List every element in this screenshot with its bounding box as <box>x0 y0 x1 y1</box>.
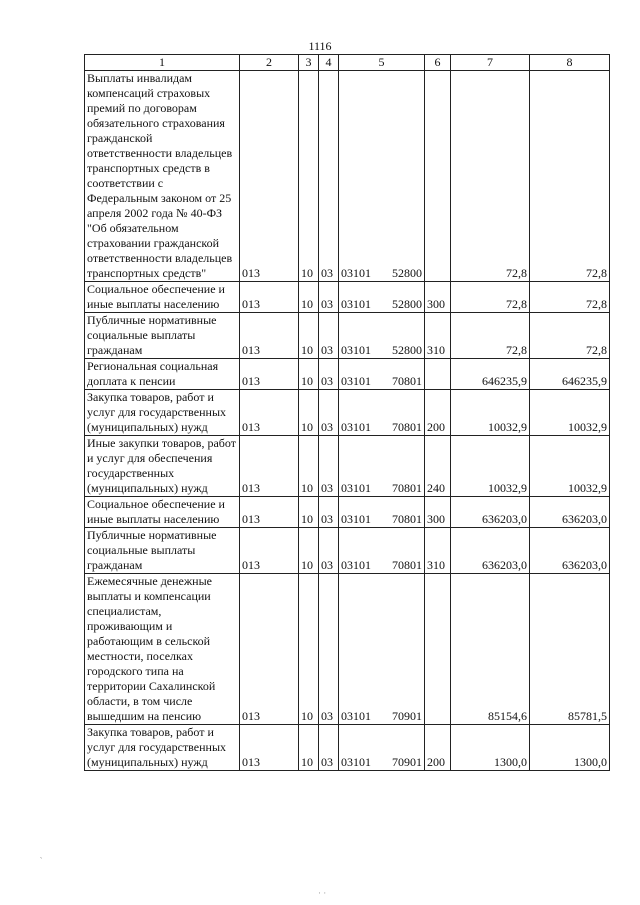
row-subsection: 03 <box>319 528 339 574</box>
row-target-article-part1: 03101 <box>341 512 371 526</box>
col-header-7: 7 <box>451 55 530 71</box>
row-target-article <box>339 574 425 725</box>
row-sum-year1: 72,8 <box>451 313 530 359</box>
row-sum-year2: 10032,9 <box>530 436 610 497</box>
row-target-article-part2: 70801 <box>392 558 422 572</box>
row-grbs: 013 <box>240 390 299 436</box>
table-row <box>85 528 610 574</box>
row-name: Закупка товаров, работ и услуг для государственных (муниципальных) нужд <box>85 390 240 436</box>
table-row <box>85 71 610 282</box>
row-target-article-part2: 70901 <box>392 709 422 723</box>
row-target-article-part2: 70801 <box>392 481 422 495</box>
row-subsection: 03 <box>319 282 339 313</box>
table-row <box>85 497 610 528</box>
row-section: 10 <box>299 71 319 282</box>
row-grbs: 013 <box>240 71 299 282</box>
row-subsection: 03 <box>319 390 339 436</box>
row-target-article <box>339 436 425 497</box>
row-sum-year2: 1300,0 <box>530 725 610 771</box>
table-row <box>85 390 610 436</box>
row-target-article-part1: 03101 <box>341 420 371 434</box>
row-target-article <box>339 390 425 436</box>
col-header-1: 1 <box>85 55 240 71</box>
row-grbs: 013 <box>240 359 299 390</box>
row-sum-year2: 646235,9 <box>530 359 610 390</box>
row-target-article-part1: 03101 <box>341 481 371 495</box>
row-target-article-part1: 03101 <box>341 297 371 311</box>
row-expense-type <box>425 574 451 725</box>
row-target-article-part1: 03101 <box>341 558 371 572</box>
row-expense-type: 310 <box>425 313 451 359</box>
page-number: 1116 <box>308 39 332 53</box>
row-subsection: 03 <box>319 497 339 528</box>
row-section: 10 <box>299 528 319 574</box>
row-grbs: 013 <box>240 725 299 771</box>
col-header-3: 3 <box>299 55 319 71</box>
row-section: 10 <box>299 313 319 359</box>
row-sum-year2: 10032,9 <box>530 390 610 436</box>
row-target-article-part2: 52800 <box>392 297 422 311</box>
row-expense-type: 300 <box>425 497 451 528</box>
col-header-4: 4 <box>319 55 339 71</box>
row-subsection: 03 <box>319 725 339 771</box>
row-target-article-part1: 03101 <box>341 266 371 280</box>
row-expense-type: 300 <box>425 282 451 313</box>
row-expense-type: 310 <box>425 528 451 574</box>
row-name: Закупка товаров, работ и услуг для государственных (муниципальных) нужд <box>85 725 240 771</box>
table-row <box>85 574 610 725</box>
row-grbs: 013 <box>240 282 299 313</box>
row-section: 10 <box>299 497 319 528</box>
row-expense-type: 200 <box>425 725 451 771</box>
row-name: Публичные нормативные социальные выплаты гражданам <box>85 528 240 574</box>
row-sum-year1: 72,8 <box>451 282 530 313</box>
row-subsection: 03 <box>319 71 339 282</box>
row-grbs: 013 <box>240 436 299 497</box>
table-row <box>85 282 610 313</box>
row-target-article-part1: 03101 <box>341 374 371 388</box>
row-section: 10 <box>299 725 319 771</box>
table-row <box>85 725 610 771</box>
row-target-article <box>339 313 425 359</box>
row-sum-year2: 636203,0 <box>530 528 610 574</box>
row-grbs: 013 <box>240 528 299 574</box>
row-name: Публичные нормативные социальные выплаты гражданам <box>85 313 240 359</box>
row-sum-year2: 85781,5 <box>530 574 610 725</box>
row-sum-year1: 636203,0 <box>451 528 530 574</box>
row-grbs: 013 <box>240 313 299 359</box>
row-subsection: 03 <box>319 436 339 497</box>
row-target-article-part1: 03101 <box>341 709 371 723</box>
col-header-6: 6 <box>425 55 451 71</box>
row-name: Социальное обеспечение и иные выплаты населению <box>85 282 240 313</box>
row-target-article-part2: 52800 <box>392 343 422 357</box>
row-grbs: 013 <box>240 574 299 725</box>
row-target-article-part2: 70801 <box>392 420 422 434</box>
row-sum-year1: 10032,9 <box>451 390 530 436</box>
row-target-article <box>339 359 425 390</box>
row-name: Выплаты инвалидам компенсаций страховых премий по договорам обязательного страхования гражданской ответственности владельцев транспортных средств в соответствии с Федеральным законом от 25 апреля 2002 года № 40-ФЗ "Об обязательном страховании гражданской ответственности владельцев транспортных средств" <box>85 71 240 282</box>
row-name: Социальное обеспечение и иные выплаты населению <box>85 497 240 528</box>
row-sum-year2: 72,8 <box>530 313 610 359</box>
row-name: Ежемесячные денежные выплаты и компенсации специалистам, проживающим и работающим в сельской местности, поселках городского типа на территории Сахалинской области, в том числе вышедшим на пенсию <box>85 574 240 725</box>
row-section: 10 <box>299 282 319 313</box>
col-header-5: 5 <box>339 55 425 71</box>
col-header-2: 2 <box>240 55 299 71</box>
row-expense-type: 240 <box>425 436 451 497</box>
row-target-article <box>339 71 425 282</box>
row-sum-year2: 72,8 <box>530 71 610 282</box>
row-sum-year1: 636203,0 <box>451 497 530 528</box>
row-sum-year2: 636203,0 <box>530 497 610 528</box>
row-grbs: 013 <box>240 497 299 528</box>
row-subsection: 03 <box>319 574 339 725</box>
row-target-article-part1: 03101 <box>341 343 371 357</box>
row-subsection: 03 <box>319 313 339 359</box>
scan-speck: ‵ <box>40 856 43 866</box>
row-target-article-part2: 70801 <box>392 374 422 388</box>
row-subsection: 03 <box>319 359 339 390</box>
table-row <box>85 313 610 359</box>
col-header-8: 8 <box>530 55 610 71</box>
row-target-article <box>339 282 425 313</box>
row-expense-type <box>425 359 451 390</box>
row-expense-type: 200 <box>425 390 451 436</box>
row-section: 10 <box>299 390 319 436</box>
budget-table <box>84 54 610 771</box>
row-target-article-part2: 70901 <box>392 755 422 769</box>
table-row <box>85 436 610 497</box>
row-name: Иные закупки товаров, работ и услуг для обеспечения государственных (муниципальных) нужд <box>85 436 240 497</box>
row-section: 10 <box>299 574 319 725</box>
row-target-article-part1: 03101 <box>341 755 371 769</box>
row-section: 10 <box>299 359 319 390</box>
row-expense-type <box>425 71 451 282</box>
row-sum-year2: 72,8 <box>530 282 610 313</box>
row-sum-year1: 646235,9 <box>451 359 530 390</box>
row-target-article <box>339 528 425 574</box>
row-target-article-part2: 52800 <box>392 266 422 280</box>
row-target-article-part2: 70801 <box>392 512 422 526</box>
table-row <box>85 359 610 390</box>
row-sum-year1: 10032,9 <box>451 436 530 497</box>
row-sum-year1: 72,8 <box>451 71 530 282</box>
row-target-article <box>339 725 425 771</box>
row-name: Региональная социальная доплата к пенсии <box>85 359 240 390</box>
scan-speck: · · <box>318 888 327 898</box>
row-section: 10 <box>299 436 319 497</box>
row-target-article <box>339 497 425 528</box>
row-sum-year1: 85154,6 <box>451 574 530 725</box>
row-sum-year1: 1300,0 <box>451 725 530 771</box>
header-row <box>85 55 610 71</box>
